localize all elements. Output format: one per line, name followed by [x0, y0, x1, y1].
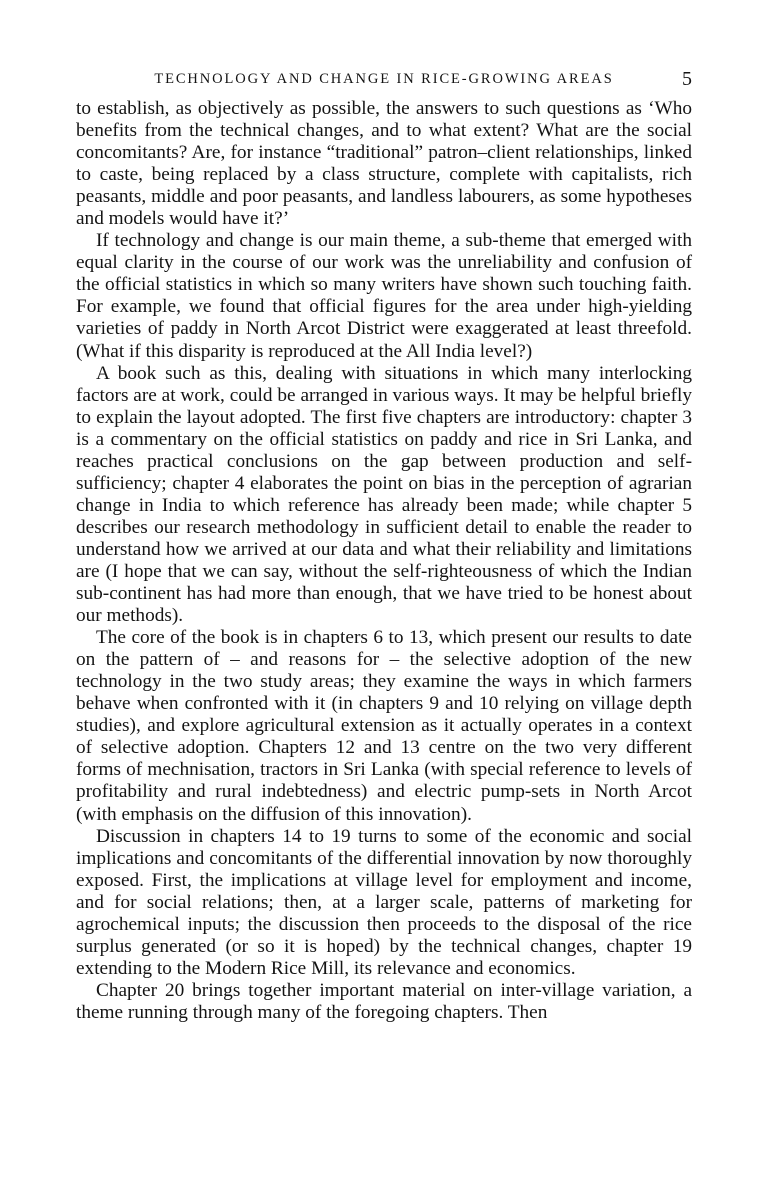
- paragraph: The core of the book is in chapters 6 to 13, which present our results to date on the pattern of – and reasons for – the selective adoption of the new technology in the two study areas; they examine the ways in which farmers behave when confronted with it (in chapters 9 and 10 relying on village depth studies), and explore agricultural extension as it actually operates in a context of selective adoption. Chapters 12 and 13 centre on the two very different forms of mechnisation, tractors in Sri Lanka (with special reference to levels of profitability and rural indebtedness) and electric pump-sets in North Arcot (with emphasis on the diffusion of this innovation).: [76, 627, 692, 825]
- paragraph: A book such as this, dealing with situations in which many interlocking factors are at work, could be arranged in various ways. It may be helpful briefly to explain the layout adopted. The first five chapters are introductory: chapter 3 is a commentary on the official statistics on paddy and rice in Sri Lanka, and reaches practical conclusions on the gap between production and self-sufficiency; chapter 4 elaborates the point on bias in the perception of agrarian change in India to which reference has already been made; while chapter 5 describes our research methodology in sufficient detail to enable the reader to understand how we arrived at our data and what their reliability and limitations are (I hope that we can say, without the self-righteousness of which the Indian sub-continent has had more than enough, that we have tried to be honest about our methods).: [76, 362, 692, 627]
- running-title: TECHNOLOGY AND CHANGE IN RICE-GROWING AREAS: [154, 71, 614, 87]
- paragraph: Discussion in chapters 14 to 19 turns to some of the economic and social implications and concomitants of the differential innovation by now thoroughly exposed. First, the implications at village level for employment and income, and for social relations; then, at a larger scale, patterns of marketing for agrochemical inputs; the discussion then proceeds to the disposal of the rice surplus generated (or so it is hoped) by the technical changes, chapter 19 extending to the Modern Rice Mill, its relevance and economics.: [76, 825, 692, 979]
- page-number: 5: [682, 68, 692, 90]
- paragraph: If technology and change is our main theme, a sub-theme that emerged with equal clarity in the course of our work was the unreliability and confusion of the official statistics in which so many writers have shown such touching faith. For example, we found that official figures for the area under high-yielding varieties of paddy in North Arcot District were exaggerated at least threefold. (What if this disparity is reproduced at the All India level?): [76, 230, 692, 362]
- body-text: [76, 98, 692, 1024]
- paragraph: to establish, as objectively as possible, the answers to such questions as ‘Who benefits from the technical changes, and to what extent? What are the social concomitants? Are, for instance “traditional” patron–client relationships, linked to caste, being replaced by a class structure, complete with capitalists, rich peasants, middle and poor peasants, and landless labourers, as some hypotheses and models would have it?’: [76, 98, 692, 230]
- running-head: [76, 66, 692, 92]
- paragraph: Chapter 20 brings together important material on inter-village variation, a theme running through many of the foregoing chapters. Then: [76, 979, 692, 1023]
